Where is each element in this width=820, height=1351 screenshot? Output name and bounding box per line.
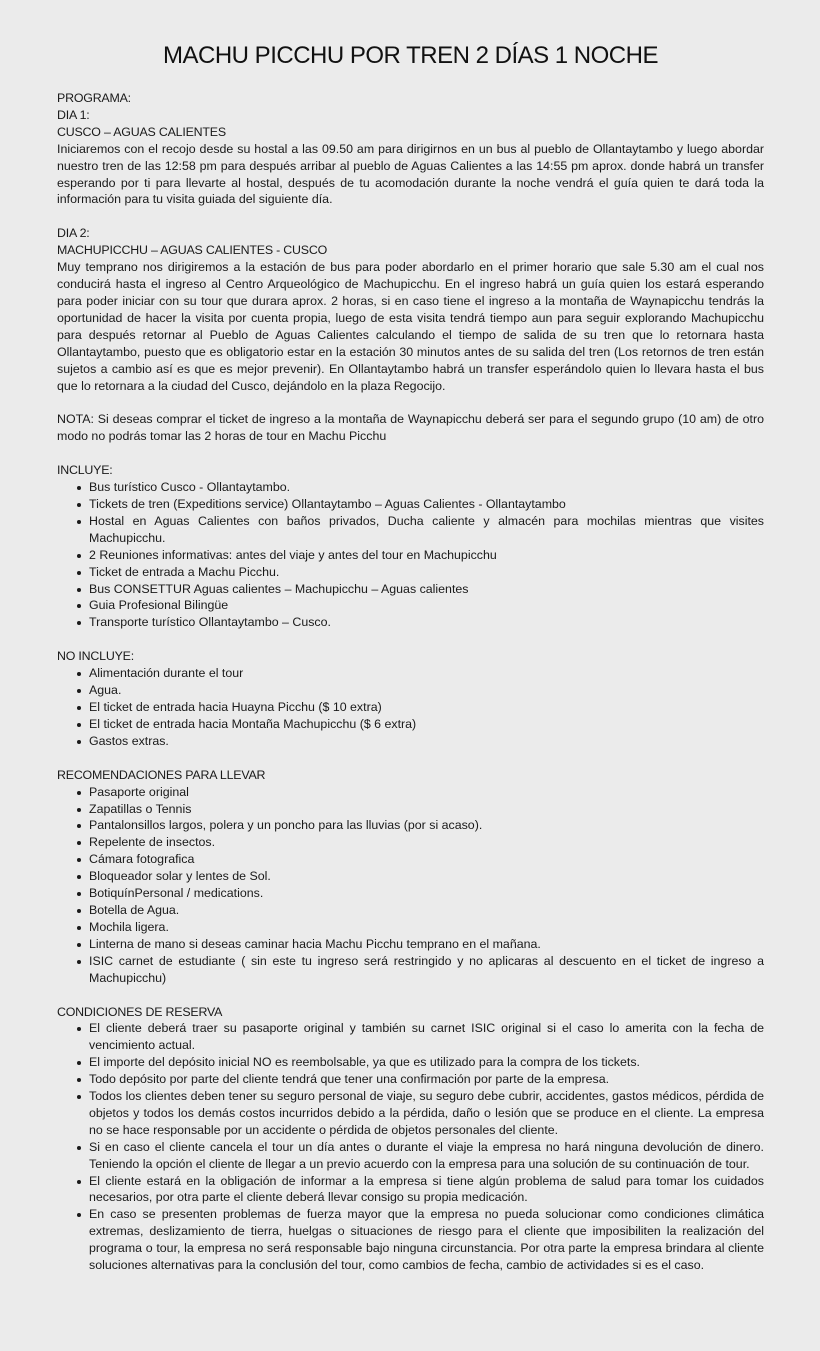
programa-heading: PROGRAMA: — [57, 91, 131, 105]
list-item: Hostal en Aguas Calientes con baños privados, Ducha caliente y almacén para mochilas mientras que visites Machupicchu. — [89, 513, 764, 545]
list-item: Mochila ligera. — [89, 919, 764, 936]
list-item: El importe del depósito inicial NO es reembolsable, ya que es utilizado para la compra de los tickets. — [89, 1054, 764, 1071]
list-item: Repelente de insectos. — [89, 834, 764, 851]
recomendaciones-heading: RECOMENDACIONES PARA LLEVAR — [57, 767, 266, 782]
day2-description: Muy temprano nos dirigiremos a la estación de bus para poder abordarlo en el primer horario que sale 5.30 am el cual nos conducirá hasta el ingreso al Centro Arqueológico de Machupicchu. En el ingreso habrá un guía quien los estará esperando para poder iniciar con su tour que durara aprox. 2 horas, si en caso tiene el ingreso a la montaña de Waynapicchu tendrás la oportunidad de hacer la visita por cuenta propia, luego de esta visita tendrá tiempo aun para seguir explorando Machupicchu para después retornar al Pueblo de Aguas Calientes calculando el tiempo de salida de su tren que lo retornara hasta Ollantaytambo, puesto que es obligatorio estar en la estación 30 minutos antes de su salida del tren (Los retornos de tren están sujetos a cambio así es que es mejor prevenir). En Ollantaytambo habrá un transfer esperándolo quien lo llevara hasta el bus que lo retornara a la ciudad del Cusco, dejándolo en la plaza Regocijo. — [57, 260, 764, 393]
page-title: MACHU PICCHU POR TREN 2 DÍAS 1 NOCHE — [163, 42, 658, 69]
list-item: En caso se presenten problemas de fuerza mayor que la empresa no pueda solucionar como condiciones climática extremas, deslizamiento de tierra, huelgas o situaciones de riesgo para el cliente que imposibiliten la realización del programa o tour, la empresa no será responsable bajo ninguna circunstancia. Por otra parte la empresa brindara al cliente soluciones alternativas para la conclusión del tour, como cambios de fecha, cambio de actividades si es el caso. — [89, 1207, 764, 1273]
list-item: Guia Profesional Bilingüe — [89, 597, 764, 614]
list-item: Tickets de tren (Expeditions service) Ollantaytambo – Aguas Calientes - Ollantaytambo — [89, 496, 764, 513]
spacer — [57, 631, 764, 648]
day2-route: MACHUPICCHU – AGUAS CALIENTES - CUSCO — [57, 243, 328, 258]
list-item: Pasaporte original — [89, 784, 764, 801]
list-item: El ticket de entrada hacia Montaña Machupicchu ($ 6 extra) — [89, 716, 764, 733]
list-item: Cámara fotografica — [89, 851, 764, 868]
list-item: Zapatillas o Tennis — [89, 801, 764, 818]
list-item: Botella de Agua. — [89, 902, 764, 919]
list-item: Si en caso el cliente cancela el tour un día antes o durante el viaje la empresa no hará ninguna devolución de dinero. Teniendo la opción el cliente de llegar a un previo acuerdo con la empresa para una solución de su continuación de tour. — [89, 1139, 764, 1171]
spacer — [57, 445, 764, 462]
day2-label: DIA 2: — [57, 226, 90, 241]
list-item: BotiquínPersonal / medications. — [89, 885, 764, 902]
list-item: Linterna de mano si deseas caminar hacia Machu Picchu temprano en el mañana. — [89, 936, 764, 953]
nota-paragraph: NOTA: Si deseas comprar el ticket de ingreso a la montaña de Waynapicchu deberá ser para el segundo grupo (10 am) de otro modo no podrás tomar las 2 horas de tour en Machu Picchu — [57, 412, 764, 444]
list-item: Pantalonsillos largos, polera y un poncho para las lluvias (por si acaso). — [89, 817, 764, 834]
list-item: El ticket de entrada hacia Huayna Picchu ($ 10 extra) — [89, 699, 764, 716]
list-item: Todos los clientes deben tener su seguro personal de viaje, su seguro debe cubrir, accidentes, gastos médicos, pérdida de objetos y todos los demás costos incurridos debido a la pérdida, daño o lesión que se produce en el cliente. La empresa no se hace responsable por un accidente o pérdida de objetos personales del cliente. — [89, 1089, 764, 1137]
list-item: ISIC carnet de estudiante ( sin este tu ingreso será restringido y no aplicaras al descuento en el ticket de ingreso a Machupicchu) — [89, 953, 764, 985]
list-item: El cliente deberá traer su pasaporte original y también su carnet ISIC original si el caso lo amerita con la fecha de vencimiento actual. — [89, 1021, 764, 1053]
no-incluye-heading: NO INCLUYE: — [57, 649, 134, 664]
list-item: Ticket de entrada a Machu Picchu. — [89, 564, 764, 581]
recomendaciones-list — [57, 784, 764, 987]
list-item: Agua. — [89, 682, 764, 699]
list-item: Bloqueador solar y lentes de Sol. — [89, 868, 764, 885]
day1-route: CUSCO – AGUAS CALIENTES — [57, 124, 226, 139]
list-item: Bus CONSETTUR Aguas calientes – Machupicchu – Aguas calientes — [89, 581, 764, 598]
list-item: Transporte turístico Ollantaytambo – Cusco. — [89, 614, 764, 631]
incluye-heading: INCLUYE: — [57, 463, 113, 478]
condiciones-heading: CONDICIONES DE RESERVA — [57, 1004, 223, 1019]
incluye-list — [57, 479, 764, 631]
list-item: Alimentación durante el tour — [89, 665, 764, 682]
document-body — [57, 90, 764, 1274]
no-incluye-list — [57, 665, 764, 750]
list-item: Bus turístico Cusco - Ollantaytambo. — [89, 479, 764, 496]
day1-label: DIA 1: — [57, 107, 90, 122]
spacer — [57, 208, 764, 225]
list-item: Todo depósito por parte del cliente tendrá que tener una confirmación por parte de la empresa. — [89, 1071, 764, 1088]
spacer — [57, 987, 764, 1004]
list-item: Gastos extras. — [89, 733, 764, 750]
list-item: El cliente estará en la obligación de informar a la empresa si tiene algún problema de salud para tomar los cuidados necesarios, por otra parte el cliente deberá llevar consigo su propia medicación. — [89, 1173, 764, 1205]
spacer — [57, 394, 764, 411]
day1-description: Iniciaremos con el recojo desde su hostal a las 09.50 am para dirigirnos en un bus al pueblo de Ollantaytambo y luego abordar nuestro tren de las 12:58 pm para después arribar al pueblo de Aguas Calientes a las 14:55 pm aprox. donde habrá un transfer esperando por ti para llevarte al hostal, después de tu acomodación durante la noche vendrá el guía quien te dará toda la información para tu visita guiada del siguiente día. — [57, 141, 764, 207]
condiciones-list — [57, 1020, 764, 1274]
list-item: 2 Reuniones informativas: antes del viaje y antes del tour en Machupicchu — [89, 547, 764, 564]
spacer — [57, 750, 764, 767]
